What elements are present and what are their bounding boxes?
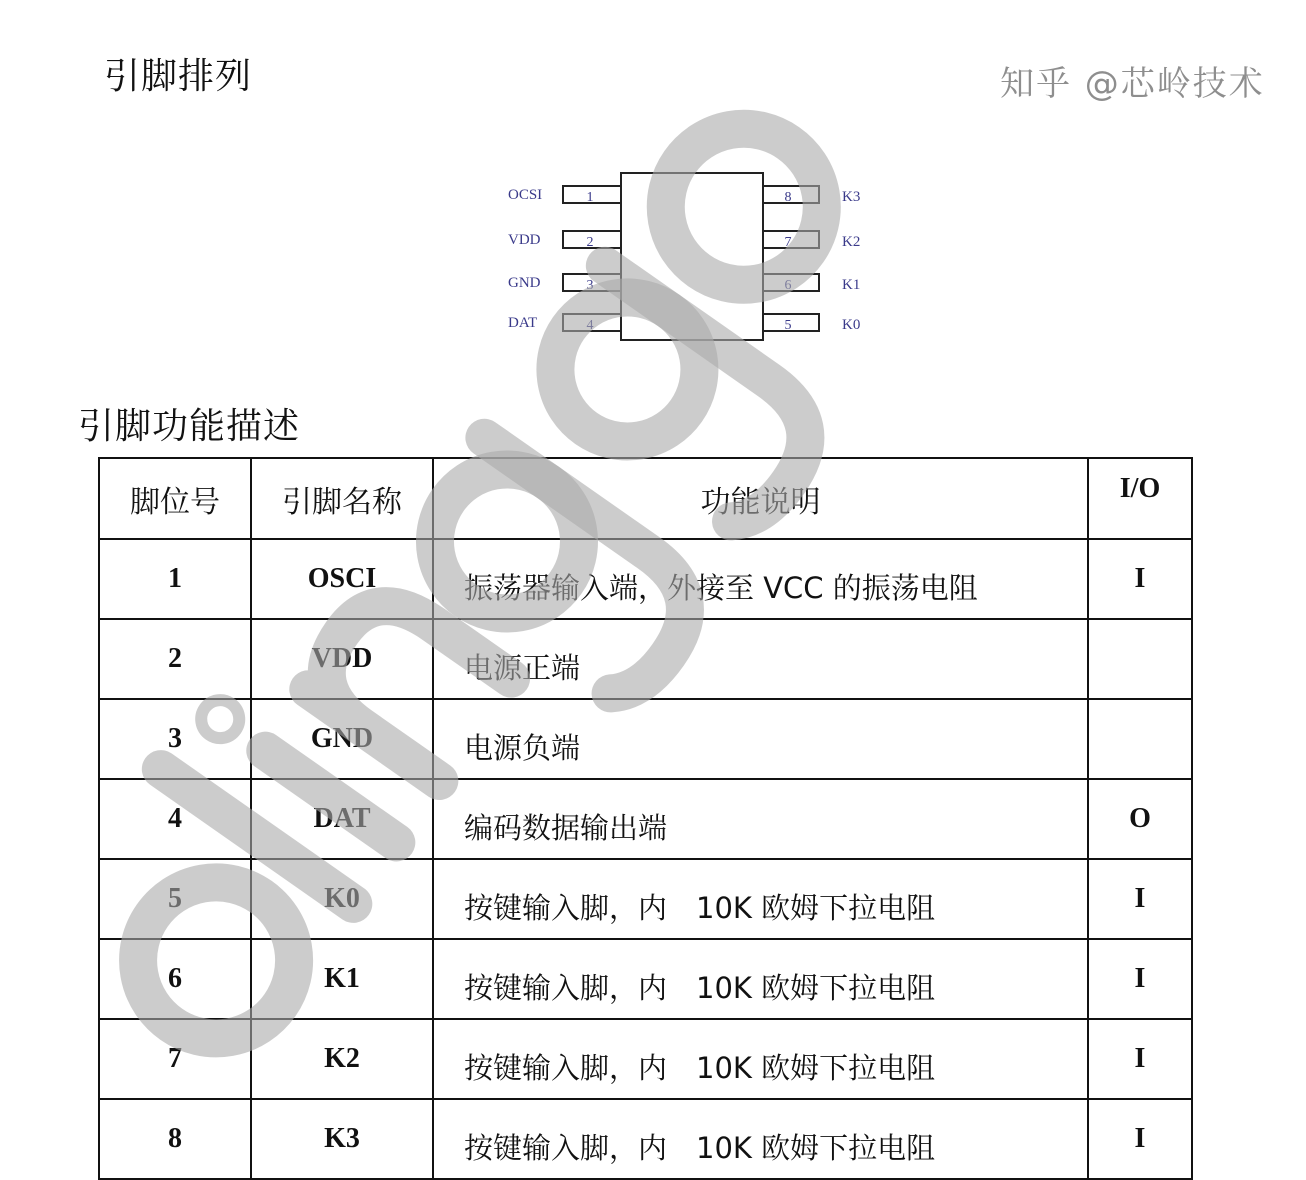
pin-number-cell: 1	[99, 539, 251, 619]
pin-label: K0	[842, 317, 861, 333]
pin-name-cell: VDD	[251, 619, 433, 699]
table-row	[99, 939, 1192, 1019]
header-io: I/O	[1088, 458, 1192, 539]
function-cell: 按键输入脚，内 10K 欧姆下拉电阻	[433, 859, 1088, 939]
pin-function-table	[98, 457, 1193, 1180]
pin-number: 6	[784, 278, 792, 293]
function-cell: 按键输入脚，内 10K 欧姆下拉电阻	[433, 1099, 1088, 1179]
pin-number: 1	[586, 190, 594, 205]
io-cell: O	[1088, 779, 1192, 859]
pin-label: K2	[842, 234, 861, 250]
pin-number-cell: 3	[99, 699, 251, 779]
table-row	[99, 1099, 1192, 1179]
header-pin-no: 脚位号	[99, 458, 251, 539]
pin-number-cell: 2	[99, 619, 251, 699]
function-cell: 电源正端	[433, 619, 1088, 699]
io-cell	[1088, 619, 1192, 699]
function-cell: 按键输入脚，内 10K 欧姆下拉电阻	[433, 1019, 1088, 1099]
pin-number: 8	[784, 190, 792, 205]
function-cell: 编码数据输出端	[433, 779, 1088, 859]
header-function: 功能说明	[433, 458, 1088, 539]
function-cell: 按键输入脚，内 10K 欧姆下拉电阻	[433, 939, 1088, 1019]
pin-name-cell: DAT	[251, 779, 433, 859]
pin-label: DAT	[508, 315, 538, 331]
pin-label: OCSI	[508, 187, 543, 203]
pin-number-cell: 8	[99, 1099, 251, 1179]
table-header-row	[99, 458, 1192, 539]
table-row	[99, 1019, 1192, 1099]
io-cell: I	[1088, 939, 1192, 1019]
pin-label: GND	[508, 275, 541, 291]
pin-number: 2	[586, 235, 594, 250]
pin-number: 7	[784, 235, 792, 250]
pin-name-cell: GND	[251, 699, 433, 779]
pin-name-cell: K0	[251, 859, 433, 939]
table-row	[99, 699, 1192, 779]
table-row	[99, 779, 1192, 859]
table-row	[99, 619, 1192, 699]
io-cell: I	[1088, 859, 1192, 939]
pin-number-cell: 5	[99, 859, 251, 939]
function-cell: 电源负端	[433, 699, 1088, 779]
pin-name-cell: K2	[251, 1019, 433, 1099]
io-cell: I	[1088, 1019, 1192, 1099]
pinout-heading: 引脚排列	[104, 56, 253, 97]
pin-label: VDD	[508, 232, 541, 248]
pin-name-cell: K1	[251, 939, 433, 1019]
pin-name-cell: OSCI	[251, 539, 433, 619]
chip-pinout-diagram	[490, 160, 890, 350]
pin-number: 5	[784, 318, 792, 333]
function-cell: 振荡器输入端，外接至 VCC 的振荡电阻	[433, 539, 1088, 619]
pin-label: K3	[842, 189, 861, 205]
pin-number-cell: 4	[99, 779, 251, 859]
pin-number: 3	[586, 278, 594, 293]
io-cell: I	[1088, 539, 1192, 619]
table-row	[99, 859, 1192, 939]
pin-label: K1	[842, 277, 861, 293]
function-heading: 引脚功能描述	[78, 406, 301, 447]
watermark-credit: 知乎 @芯岭技术	[1000, 64, 1265, 104]
pin-number-cell: 6	[99, 939, 251, 1019]
chip-body	[621, 173, 763, 340]
io-cell	[1088, 699, 1192, 779]
pin-number-cell: 7	[99, 1019, 251, 1099]
table-row	[99, 539, 1192, 619]
pin-number: 4	[586, 318, 594, 333]
pin-name-cell: K3	[251, 1099, 433, 1179]
io-cell: I	[1088, 1099, 1192, 1179]
header-pin-name: 引脚名称	[251, 458, 433, 539]
